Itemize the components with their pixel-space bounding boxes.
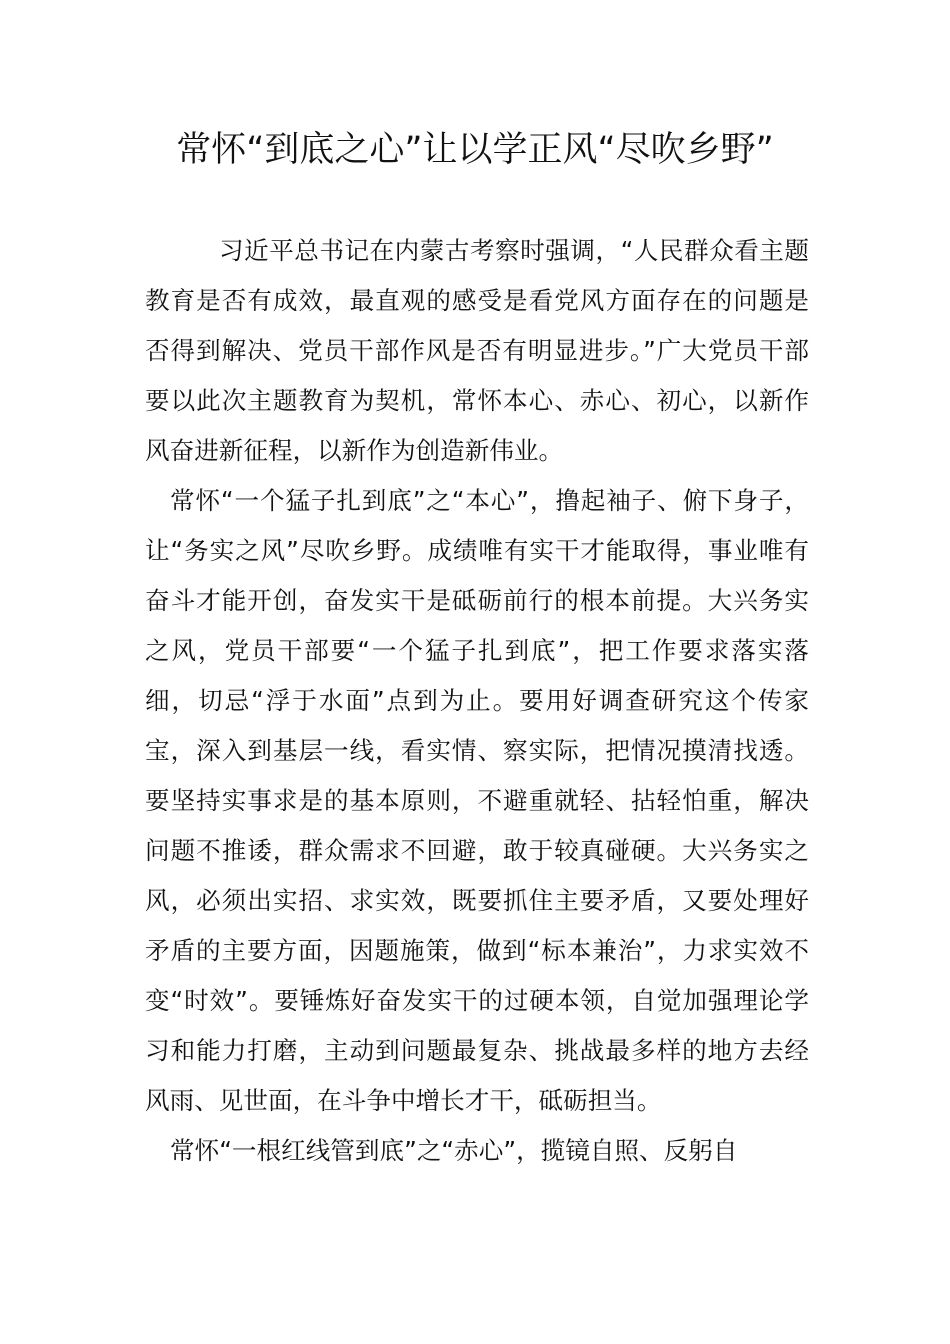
document-body	[145, 226, 809, 1176]
paragraph-benxin: 常怀“一个猛子扎到底”之“本心”，撸起袖子、俯下身子，让“务实之风”尽吹乡野。成绩唯有实干才能取得，事业唯有奋斗才能开创，奋发实干是砥砺前行的根本前提。大兴务实之风，党员干部要“一个猛子扎到底”，把工作要求落实落细，切忌“浮于水面”点到为止。要用好调查研究这个传家宝，深入到基层一线，看实情、察实际，把情况摸清找透。要坚持实事求是的基本原则，不避重就轻、拈轻怕重，解决问题不推诿，群众需求不回避，敢于较真碰硬。大兴务实之风，必须出实招、求实效，既要抓住主要矛盾，又要处理好矛盾的主要方面，因题施策，做到“标本兼治”，力求实效不变“时效”。要锤炼好奋发实干的过硬本领，自觉加强理论学习和能力打磨，主动到问题最复杂、挑战最多样的地方去经风雨、见世面，在斗争中增长才干，砥砺担当。	[145, 486, 809, 1115]
paragraph-intro: 习近平总书记在内蒙古考察时强调，“人民群众看主题教育是否有成效，最直观的感受是看党风方面存在的问题是否得到解决、党员干部作风是否有明显进步。”广大党员干部要以此次主题教育为契机，常怀本心、赤心、初心，以新作风奋进新征程，以新作为创造新伟业。	[145, 236, 809, 465]
paragraph-chixin: 常怀“一根红线管到底”之“赤心”，揽镜自照、反躬自	[170, 1136, 738, 1165]
document-title: 常怀“到底之心”让以学正风“尽吹乡野”	[176, 130, 774, 170]
